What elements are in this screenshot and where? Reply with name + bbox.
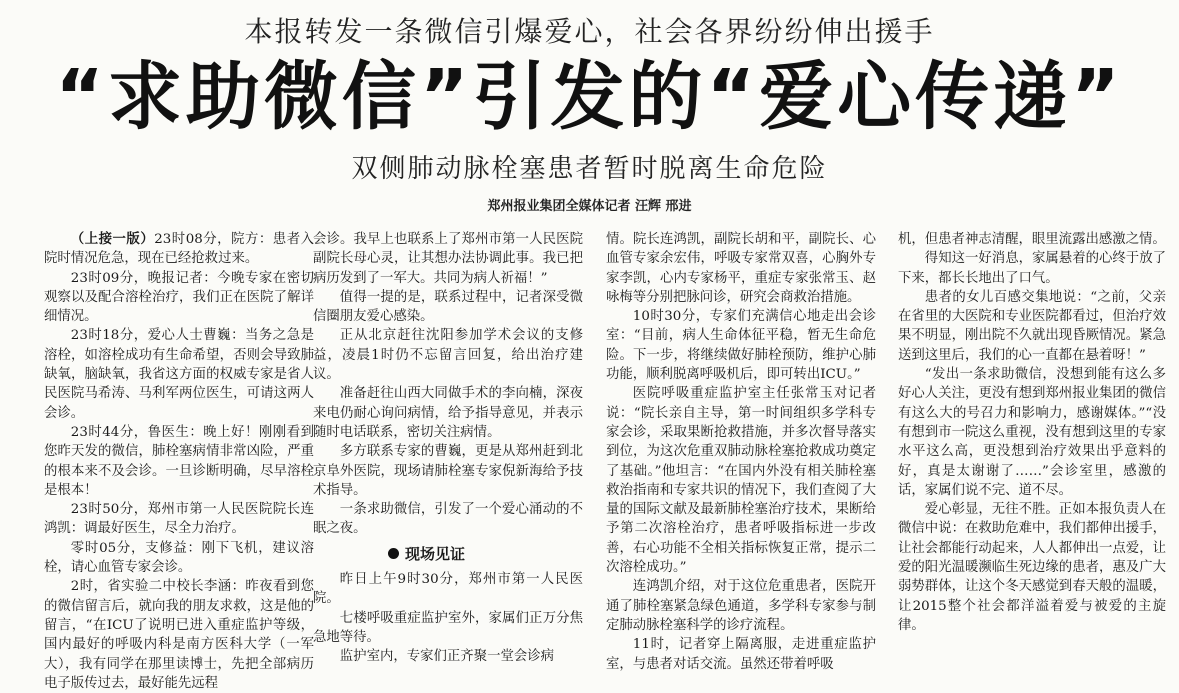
subheadline: 双侧肺动脉栓塞患者暂时脱离生命危险: [351, 154, 828, 184]
paragraph: 23时09分，晚报记者：今晚专家在密切观察以及配合溶栓治疗，我们正在医院了解详细情况。: [44, 270, 314, 325]
article-column-4: [898, 230, 1166, 670]
paragraph: 准备赶往山西大同做手术的李向楠，深夜来电仍耐心询问病情，给予指导意见，并表示随时电话联系，密切关注病情。: [313, 386, 583, 440]
paragraph: 10时30分，专家们充满信心地走出会诊室：“目前，病人生命体征平稳，暂无生命危险。下一步，将继续做好肺栓预防，维护心肺功能，顺利脱离呼吸机后，即可转出ICU。”: [606, 309, 876, 383]
paragraph: 情。院长连鸿凯，副院长胡和平，副院长、心血管专家余宏伟，呼吸专家常双喜，心胸外专家李凯，心内专家杨平，重症专家张常玉、赵咏梅等分别把脉问诊，研究会商救治措施。: [606, 232, 876, 305]
paragraph: 连鸿凯介绍，对于这位危重患者，医院开通了肺栓塞紧急绿色通道，多学科专家参与制定肺动脉栓塞科学的诊疗流程。: [606, 579, 876, 633]
article-column-2: [313, 230, 583, 670]
paragraph: 昨日上午9时30分，郑州市第一人民医院。: [313, 572, 583, 607]
paragraph: 23时50分，郑州市第一人民医院院长连鸿凯：调最好医生，尽全力治疗。: [44, 502, 314, 537]
paragraph: 正从北京赶往沈阳参加学术会议的支修益，凌晨1时仍不忘留言回复，给出治疗建议。: [313, 328, 583, 383]
section-heading: 现场见证: [313, 545, 583, 564]
paragraph: 一条求助微信，引发了一个爱心涌动的不眠之夜。: [313, 502, 583, 537]
kicker: 本报转发一条微信引爆爱心，社会各界纷纷伸出援手: [244, 15, 935, 48]
paragraph: “发出一条求助微信，没想到能有这么多好心人关注，更没有想到郑州报业集团的微信有这么大的号召力和影响力，感谢媒体。”“没有想到市一院这么重视，没有想到这里的专家水平这么高，更没想到治疗效果出乎意料的好，真是太谢谢了……”会诊室里，感激的话，家属们说不完、道不尽。: [898, 367, 1166, 498]
paragraph: 机，但患者神志清醒，眼里流露出感激之情。: [898, 232, 1166, 247]
paragraph: 得知这一好消息，家属悬着的心终于放了下来，都长长地出了口气。: [898, 251, 1166, 286]
article-column-3: [606, 230, 876, 670]
paragraph: 23时18分，爱心人士曹巍：当务之急是溶栓，如溶栓成功有生命希望，否则会导致肺缺氧，脑缺氧，我省这方面的权威专家是省人民医院马希涛、马利军两位医生，可请这两人会诊。: [44, 328, 314, 421]
paragraph: 23时44分，鲁医生：晚上好！刚刚看到您昨天发的微信，肺栓塞病情非常凶险，严重的根本来不及会诊。一旦诊断明确，尽早溶栓是根本！: [44, 424, 314, 498]
paragraph: （上接一版）23时08分，院方：患者入院时情况危急，现在已经抢救过来。: [44, 231, 315, 267]
paragraph: 多方联系专家的曹巍，更是从郑州赶到北京阜外医院，现场请肺栓塞专家倪新海给予技术指导。: [313, 444, 583, 498]
paragraph: 监护室内，专家们正齐聚一堂会诊病: [339, 649, 555, 665]
paragraph: 医院呼吸重症监护室主任张常玉对记者说：“院长亲自主导，第一时间组织多学科专家会诊，采取果断抢救措施，并多次督导落实到位，为这次危重双肺动脉栓塞抢救成功奠定了基础。”他坦言：“在国内外没有相关肺栓塞救治指南和专家共识的情况下，我们查阅了大量的国际文献及最新肺栓塞治疗技术，果断给予第二次溶栓治疗，患者呼吸指标进一步改善，右心功能不全相关指标恢复正常，提示二次溶栓成功。”: [606, 386, 876, 576]
paragraph: 值得一提的是，联系过程中，记者深受微信圈朋友爱心感染。: [313, 289, 583, 325]
byline: 郑州报业集团全媒体记者 汪辉 邢进: [487, 199, 692, 214]
paragraph: 爱心彰显，无往不胜。正如本报负责人在微信中说：在救助危难中，我们都伸出援手，让社会都能行动起来，人人都伸出一点爱，让爱的阳光温暖濒临生死边缘的患者，惠及广大弱势群体，让这个冬天感觉到春天般的温暖，让2015整个社会都洋溢着爱与被爱的主旋律。: [898, 502, 1166, 633]
headline: “求助微信”引发的“爱心传递”: [55, 54, 1124, 140]
article-column-1: [44, 230, 315, 691]
bullet-icon: [388, 548, 399, 559]
paragraph: 2时，省实验二中校长李涵：昨夜看到您的微信留言后，就向我的朋友求救，这是他的留言，“在ICU了说明已进入重症监护等级，国内最好的呼吸内科是南方医科大学（一军大），我有同学在那里读博士，先把全部病历电子版传过去，最好能先远程: [44, 579, 314, 691]
paragraph: 11时，记者穿上隔离服，走进重症监护室，与患者对话交流。虽然还带着呼吸: [606, 637, 876, 672]
continued-tag: （上接一版）: [70, 231, 155, 247]
paragraph: 患者的女儿百感交集地说：“之前，父亲在省里的大医院和专业医院都看过，但治疗效果不明显，刚出院不久就出现昏厥情况。紧急送到这里后，我们的心一直都在悬着呀！”: [898, 289, 1166, 363]
paragraph: 七楼呼吸重症监护室外，家属们正万分焦急地等待。: [313, 610, 583, 645]
paragraph: 会诊。我早上也联系上了郑州市第一人民医院副院长母心灵，让其想办法协调此事。我已把病历发到了一军大。共同为病人祈福！”: [313, 232, 583, 286]
paragraph: 零时05分，支修益：刚下飞机，建议溶栓，请心血管专家会诊。: [44, 540, 314, 576]
